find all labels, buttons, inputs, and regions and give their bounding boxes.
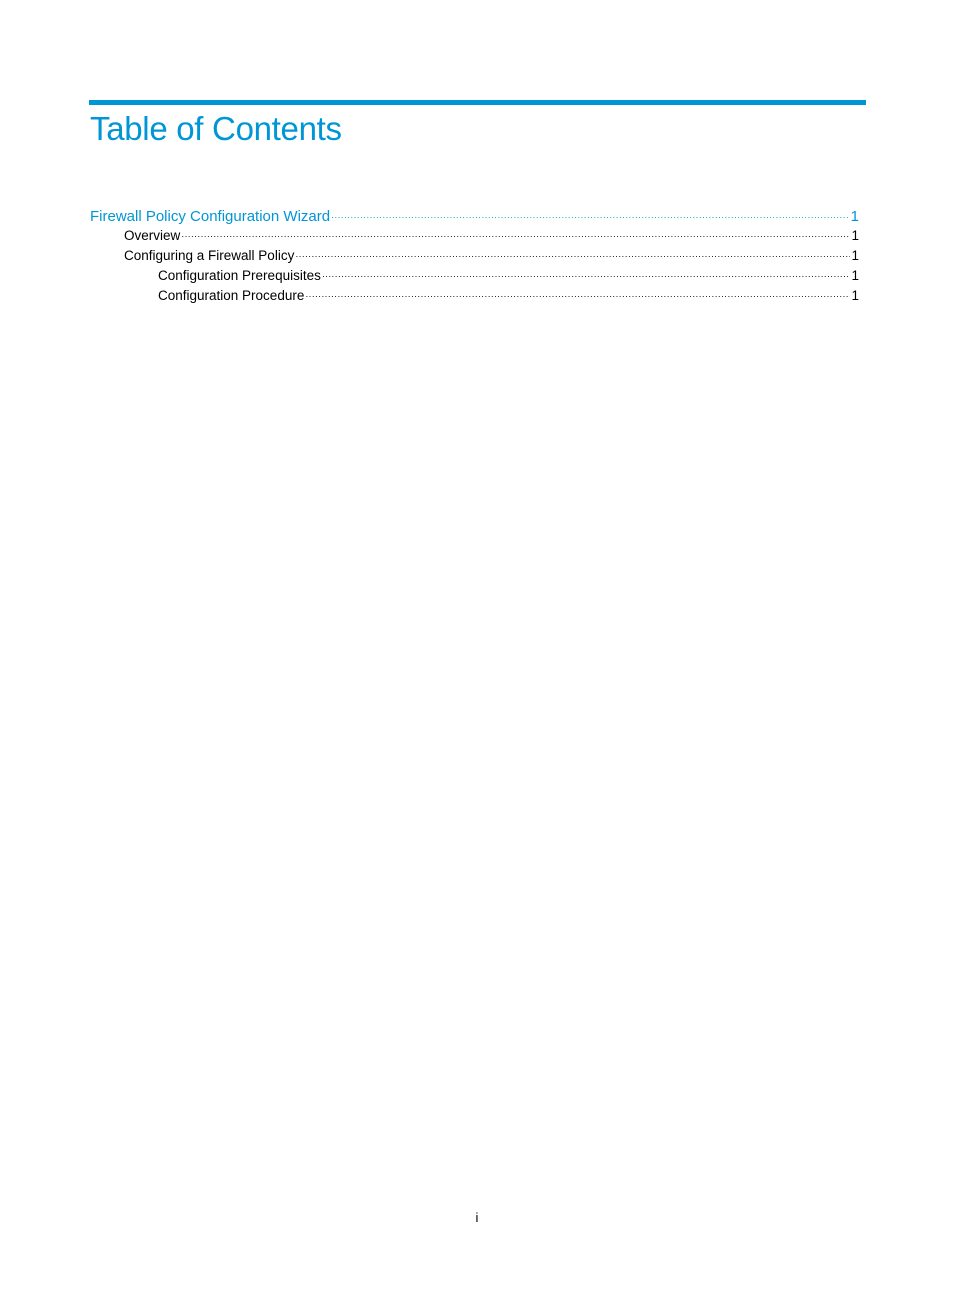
toc-entry-configuring-a-firewall-policy[interactable]	[90, 246, 859, 266]
toc-entry-overview[interactable]	[90, 226, 859, 246]
table-of-contents	[90, 206, 859, 306]
dot-leader	[322, 266, 851, 286]
toc-entry-page: 1	[850, 208, 859, 225]
toc-entry-label: Configuring a Firewall Policy	[124, 248, 295, 263]
toc-entry-page: 1	[851, 268, 859, 283]
toc-entry-label: Configuration Procedure	[158, 288, 305, 303]
dot-leader	[305, 286, 850, 306]
toc-entry-configuration-prerequisites[interactable]	[90, 266, 859, 286]
page-number: i	[475, 1210, 479, 1225]
toc-entry-configuration-procedure[interactable]	[90, 286, 859, 306]
toc-entry-firewall-policy-configuration-wizard[interactable]	[90, 206, 859, 228]
page-title: Table of Contents	[90, 110, 342, 147]
toc-entry-label: Overview	[124, 228, 181, 243]
toc-entry-label: Configuration Prerequisites	[158, 268, 321, 283]
toc-entry-label: Firewall Policy Configuration Wizard	[90, 208, 331, 225]
dot-leader	[331, 206, 850, 228]
dot-leader	[181, 226, 850, 246]
dot-leader	[295, 246, 850, 266]
toc-entry-page: 1	[851, 288, 859, 303]
title-rule	[89, 100, 866, 105]
toc-entry-page: 1	[851, 248, 859, 263]
toc-entry-page: 1	[851, 228, 859, 243]
